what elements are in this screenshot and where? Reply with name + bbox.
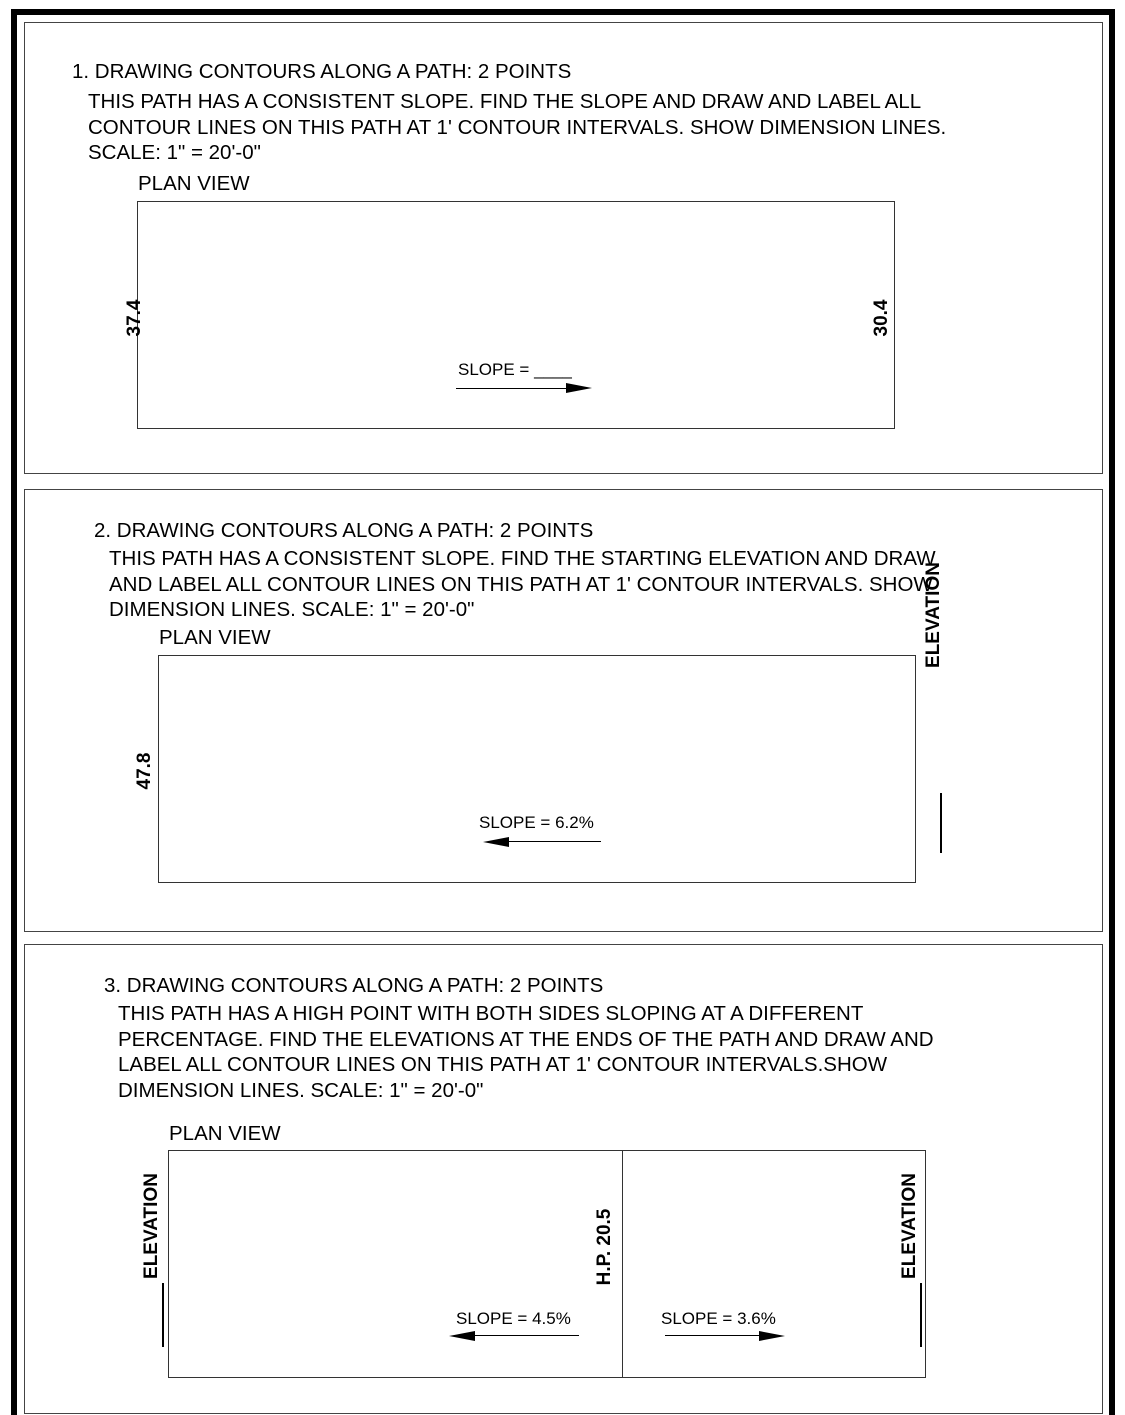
problem-1-instructions-line-2: CONTOUR LINES ON THIS PATH AT 1' CONTOUR INTERVALS. SHOW DIMENSION LINES. <box>88 116 947 139</box>
problem-3-right-slope-label: SLOPE = 3.6% <box>661 1309 776 1328</box>
problem-1-plan-view-label: PLAN VIEW <box>138 172 250 195</box>
problem-1-title: 1. DRAWING CONTOURS ALONG A PATH: 2 POINTS <box>72 60 572 83</box>
problem-2-title: 2. DRAWING CONTOURS ALONG A PATH: 2 POINTS <box>94 519 594 542</box>
problem-3-instructions-line-1: THIS PATH HAS A HIGH POINT WITH BOTH SIDES SLOPING AT A DIFFERENT <box>118 1002 864 1025</box>
problem-2-slope-label: SLOPE = 6.2% <box>479 813 594 832</box>
problem-3-left-slope-label: SLOPE = 4.5% <box>456 1309 571 1328</box>
problem-3-path-plan <box>168 1150 926 1378</box>
problem-1-left-elevation: 37.4 <box>124 299 145 337</box>
problem-1-scale: SCALE: 1" = 20'-0" <box>88 141 261 164</box>
problem-3-right-elevation-label: ELEVATION <box>899 1173 920 1279</box>
problem-3-left-elevation-label: ELEVATION <box>141 1173 162 1279</box>
problem-3-right-elevation-blank <box>920 1283 922 1347</box>
problem-1-slope-arrow-right-icon <box>566 383 592 393</box>
problem-3-panel <box>24 944 1103 1414</box>
problem-2-plan-view-label: PLAN VIEW <box>159 626 271 649</box>
problem-3-instructions-line-3: LABEL ALL CONTOUR LINES ON THIS PATH AT 1' CONTOUR INTERVALS.SHOW <box>118 1053 888 1076</box>
problem-3-left-slope-arrow-line <box>473 1335 579 1336</box>
problem-2-slope-arrow-line <box>507 841 601 842</box>
problem-3-left-elevation-blank <box>162 1283 164 1347</box>
problem-1-path-plan <box>124 201 895 429</box>
problem-2-slope-arrow-left-icon <box>483 837 509 847</box>
problem-2-left-elevation: 47.8 <box>134 752 155 790</box>
problem-2-right-elevation-label: ELEVATION <box>923 562 944 668</box>
problem-1-panel <box>24 22 1103 474</box>
problem-2-instructions-line-1: THIS PATH HAS A CONSISTENT SLOPE. FIND THE STARTING ELEVATION AND DRAW <box>109 547 936 570</box>
problem-1-right-elevation: 30.4 <box>871 299 892 337</box>
problem-2-path-plan <box>134 655 916 883</box>
problem-3-high-point-divider <box>622 1151 623 1377</box>
problem-1-slope-label: SLOPE = ____ <box>458 360 572 379</box>
problem-2-right-elevation-blank <box>940 793 942 853</box>
problem-2-instructions-line-3: DIMENSION LINES. SCALE: 1" = 20'-0" <box>109 598 475 621</box>
problem-1-slope-arrow-line <box>456 388 568 389</box>
problem-3-instructions-line-2: PERCENTAGE. FIND THE ELEVATIONS AT THE ENDS OF THE PATH AND DRAW AND <box>118 1028 934 1051</box>
problem-3-instructions-line-4: DIMENSION LINES. SCALE: 1" = 20'-0" <box>118 1079 484 1102</box>
problem-3-title: 3. DRAWING CONTOURS ALONG A PATH: 2 POINTS <box>104 974 604 997</box>
problem-3-right-slope-arrow-right-icon <box>759 1331 785 1341</box>
problem-3-plan-view-label: PLAN VIEW <box>169 1122 281 1145</box>
problem-3-high-point-label: H.P. 20.5 <box>594 1208 615 1286</box>
problem-3-right-slope-arrow-line <box>665 1335 759 1336</box>
problem-3-left-slope-arrow-left-icon <box>449 1331 475 1341</box>
problem-2-panel <box>24 489 1103 932</box>
problem-2-instructions-line-2: AND LABEL ALL CONTOUR LINES ON THIS PATH AT 1' CONTOUR INTERVALS. SHOW <box>109 573 933 596</box>
problem-1-instructions-line-1: THIS PATH HAS A CONSISTENT SLOPE. FIND THE SLOPE AND DRAW AND LABEL ALL <box>88 90 922 113</box>
